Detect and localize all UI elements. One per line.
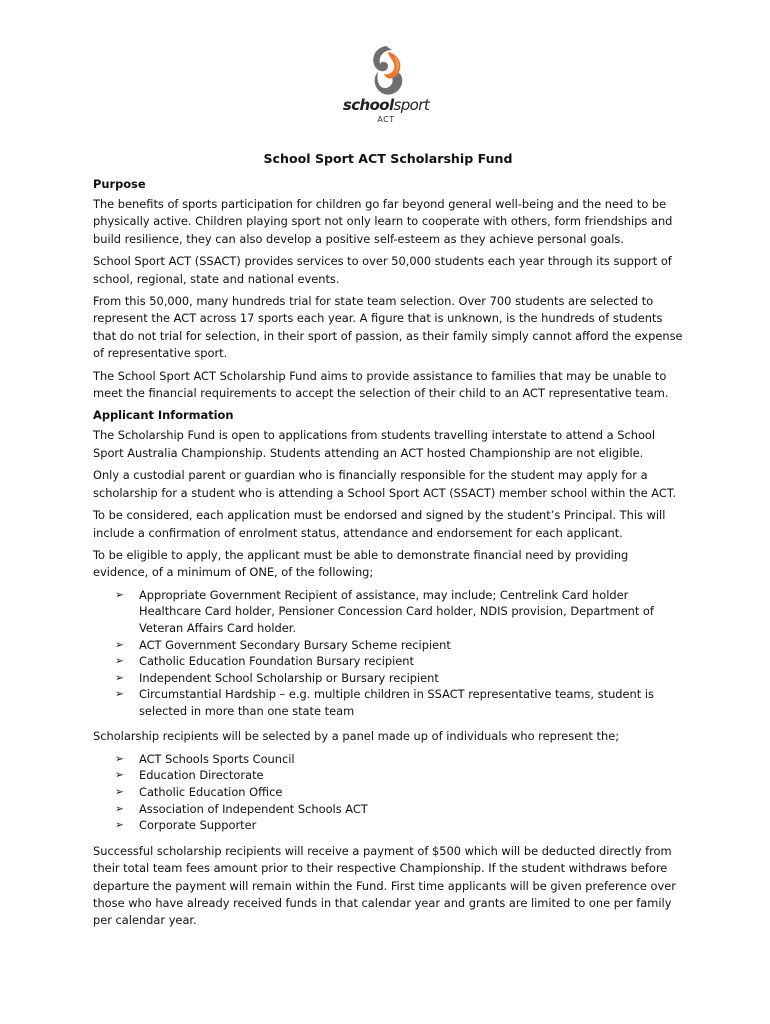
applicant-paragraph-3: To be considered, each application must be endorsed and signed by the student’s Principal. This will include a confirmation of enrolment status, attendance and endorsement for each applicant.	[93, 508, 666, 540]
list-item: ➢ Appropriate Government Recipient of assistance, may include; Centrelink Card holder Healthcare Card holder, Pensioner Concession Card holder, NDIS provision, Department of Veteran Affairs Card holder.	[115, 587, 654, 635]
list-item: ➢ Corporate Supporter	[115, 818, 257, 833]
arrow-bullet-icon: ➢	[115, 752, 124, 765]
arrow-bullet-icon: ➢	[115, 786, 124, 799]
list-item: ➢ Catholic Education Office	[115, 785, 283, 800]
logo-subtitle: ACT	[377, 115, 395, 124]
panel-list	[93, 751, 683, 834]
document-title: School Sport ACT Scholarship Fund	[263, 151, 513, 166]
purpose-paragraph-4: The School Sport ACT Scholarship Fund aims to provide assistance to families that may be unable to meet the financial requirements to accept the selection of their child to an ACT representative team.	[93, 368, 669, 401]
list-item: ➢ ACT Schools Sports Council	[115, 751, 295, 766]
arrow-bullet-icon: ➢	[115, 638, 124, 651]
logo-wordmark: schoolsport	[342, 96, 430, 114]
list-item: ➢ Association of Independent Schools ACT	[115, 801, 368, 816]
applicant-paragraph-2: Only a custodial parent or guardian who is financially responsible for the student may apply for a scholarship for a student who is attending a School Sport ACT (SSACT) member school within the ACT.	[93, 468, 677, 500]
purpose-paragraph-2: School Sport ACT (SSACT) provides services to over 50,000 students each year through its support of school, regional, state and national events.	[93, 254, 672, 286]
arrow-bullet-icon: ➢	[115, 588, 124, 601]
applicant-paragraph-4: To be eligible to apply, the applicant must be able to demonstrate financial need by providing evidence, of a minimum of ONE, of the following;	[93, 547, 629, 580]
applicant-heading: Applicant Information	[93, 408, 234, 423]
arrow-bullet-icon: ➢	[115, 769, 124, 782]
list-item: ➢ Education Directorate	[115, 768, 264, 783]
document-body	[93, 150, 683, 935]
eligibility-list	[93, 587, 683, 720]
purpose-paragraph-3: From this 50,000, many hundreds trial for state team selection. Over 700 students are selected to represent the ACT across 17 sports each year. A figure that is unknown, is the hundreds of students that do not trial for selection, in their sport of passion, as their family simply cannot afford the expense of representative sport.	[93, 294, 683, 361]
purpose-paragraph-1: The benefits of sports participation for children go far beyond general well-being and the need to be physically active. Children playing sport not only learn to cooperate with others, form friendships and build resilience, they can also develop a positive self-esteem as they achieve personal goals.	[93, 197, 673, 246]
panel-paragraph: Scholarship recipients will be selected by a panel made up of individuals who represent the;	[93, 729, 620, 744]
arrow-bullet-icon: ➢	[115, 802, 124, 815]
swirl-logo-icon	[364, 42, 408, 98]
arrow-bullet-icon: ➢	[115, 655, 124, 668]
list-item: ➢ ACT Government Secondary Bursary Scheme recipient	[115, 637, 451, 652]
school-sport-act-logo	[336, 42, 436, 126]
list-item: ➢ Independent School Scholarship or Bursary recipient	[115, 670, 439, 685]
arrow-bullet-icon: ➢	[115, 671, 124, 684]
arrow-bullet-icon: ➢	[115, 819, 124, 832]
list-item: ➢ Circumstantial Hardship – e.g. multiple children in SSACT representative teams, student is selected in more than one state team	[115, 687, 654, 718]
arrow-bullet-icon: ➢	[115, 688, 124, 701]
payment-paragraph: Successful scholarship recipients will receive a payment of $500 which will be deducted directly from their total team fees amount prior to their respective Championship. If the student withdraws before departure the payment will remain within the Fund. First time applicants will be given preference over those who have already received funds in that calendar year and grants are limited to one per family per calendar year.	[93, 843, 676, 928]
purpose-heading: Purpose	[93, 177, 146, 191]
list-item: ➢ Catholic Education Foundation Bursary recipient	[115, 654, 414, 669]
applicant-paragraph-1: The Scholarship Fund is open to applications from students travelling interstate to attend a School Sport Australia Championship. Students attending an ACT hosted Championship are not eligible.	[93, 428, 656, 460]
